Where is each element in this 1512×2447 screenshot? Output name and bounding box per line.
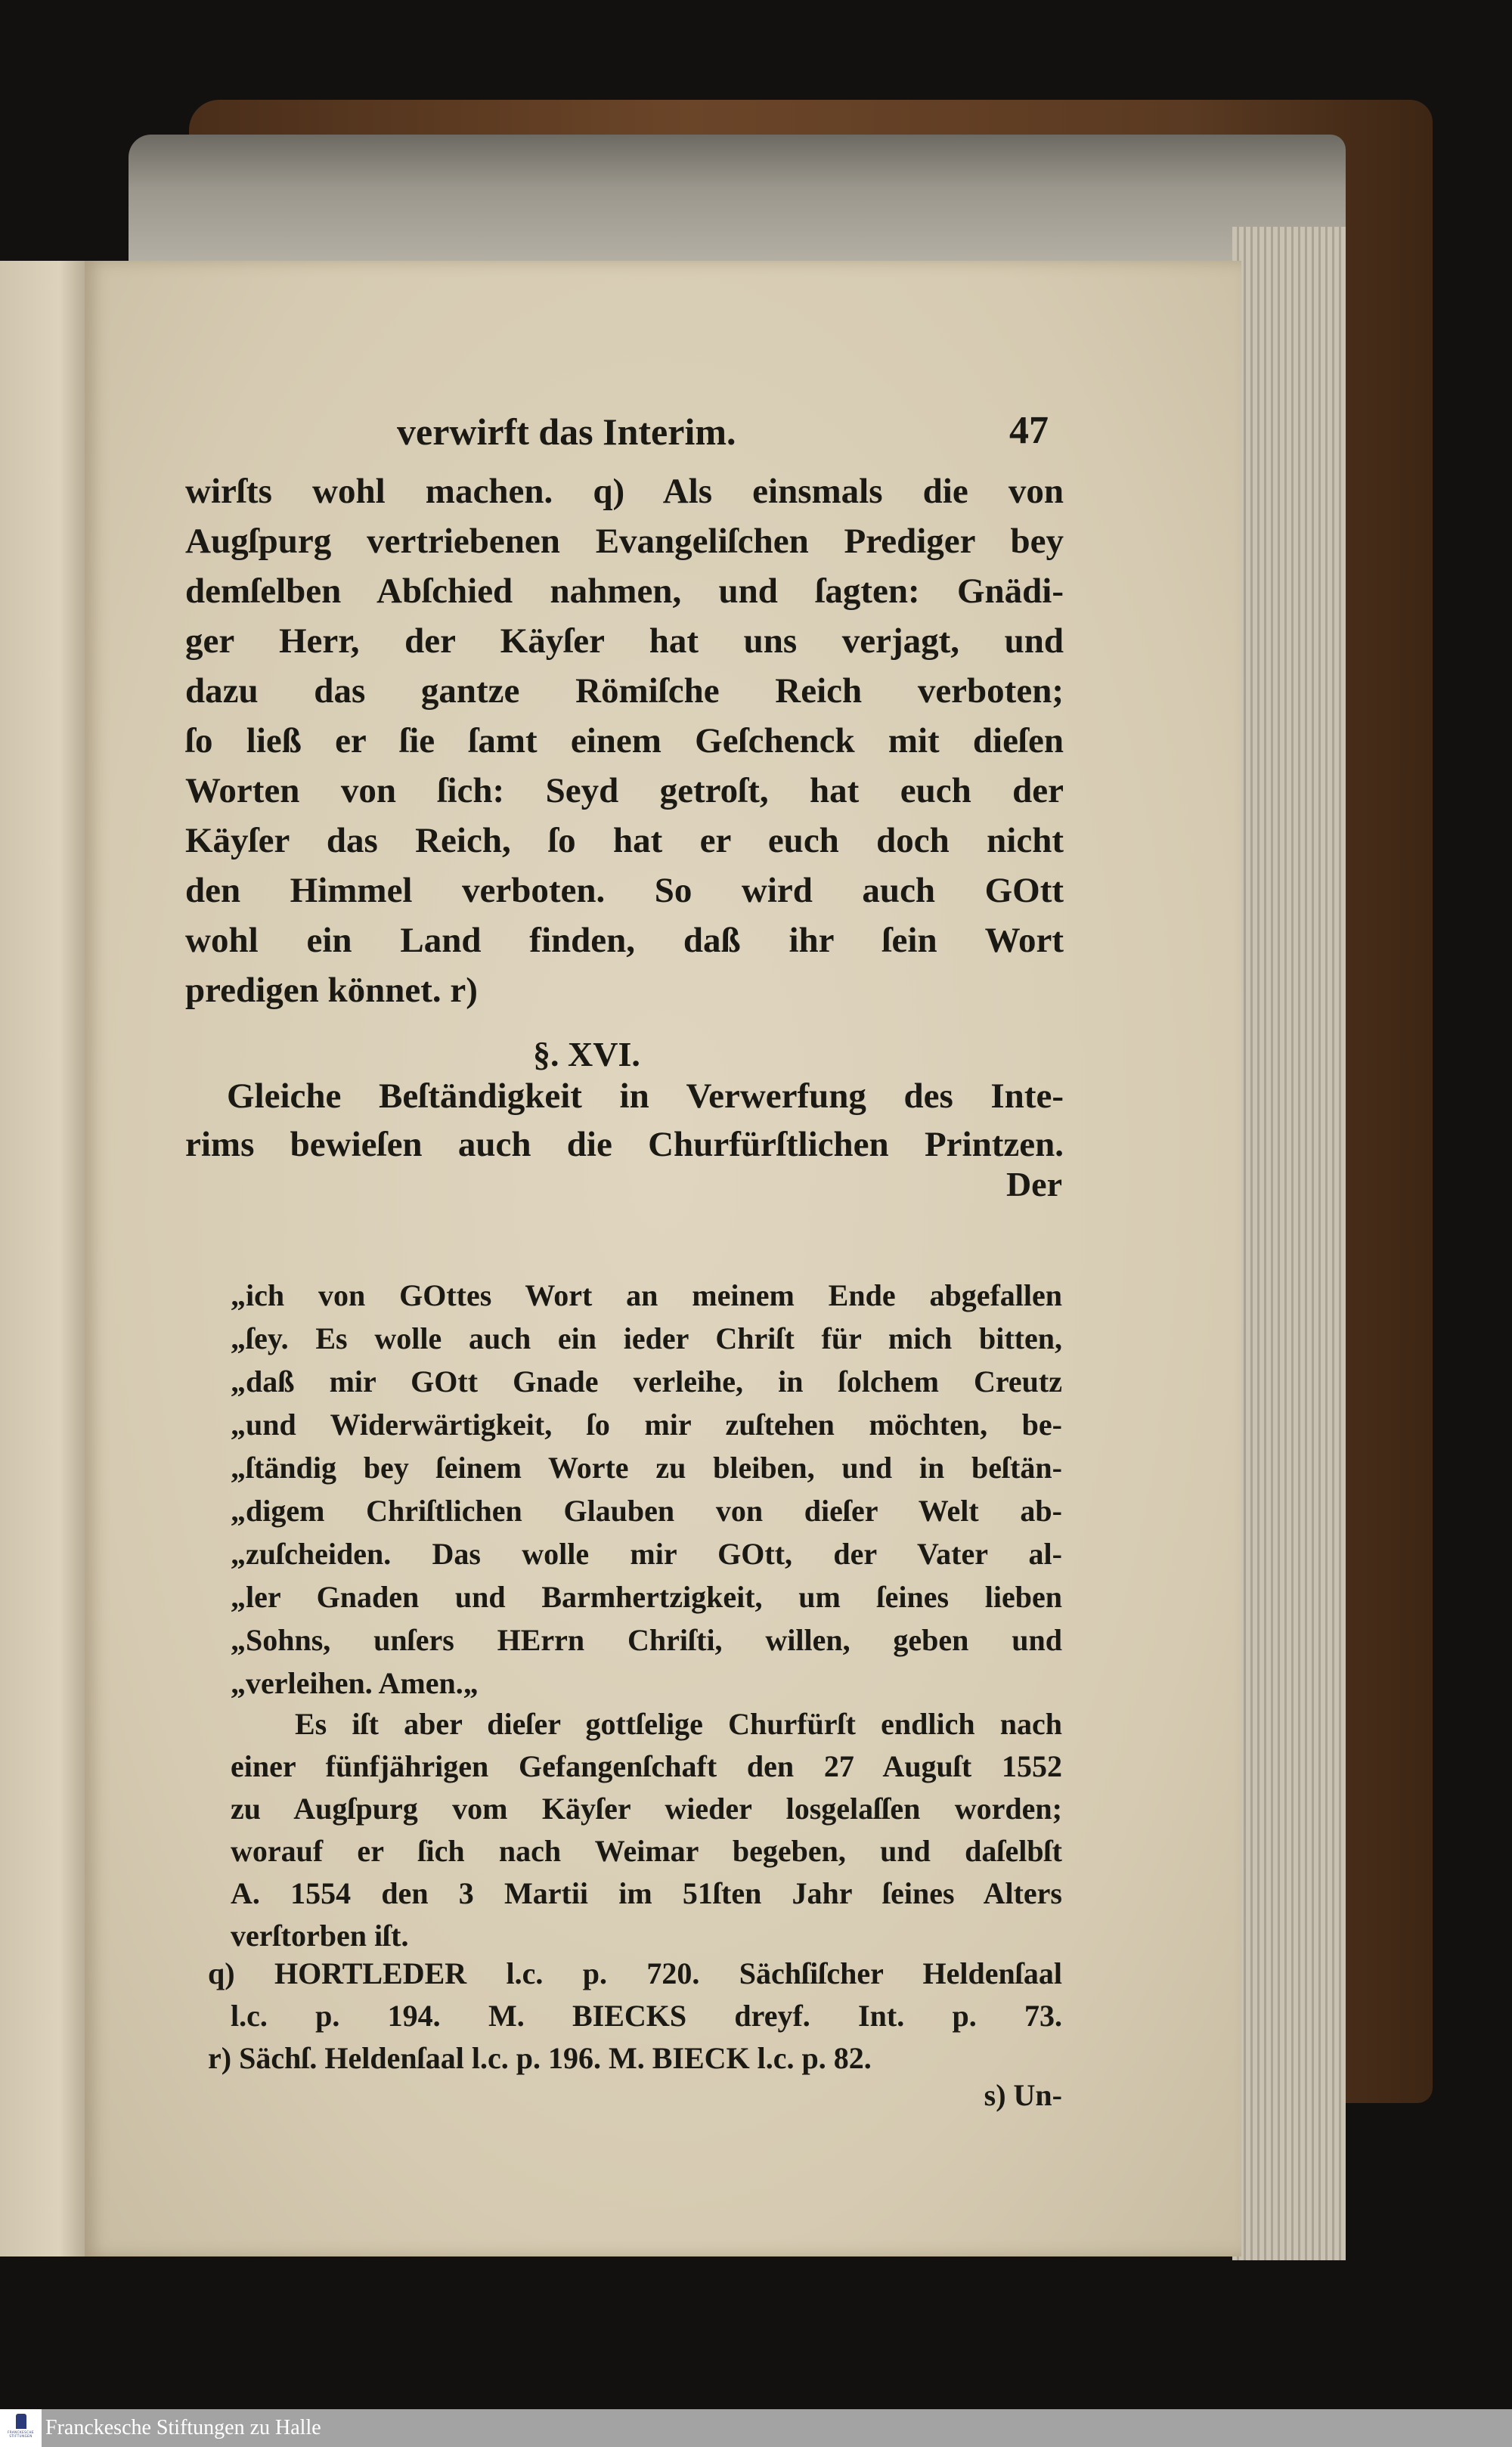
paragraph-line: Es iſt aber dieſer gottſelige Churfürſt endlich nach bbox=[295, 1707, 1062, 1741]
body-line: wohl ein Land finden, daß ihr ſein Wort bbox=[185, 921, 1064, 960]
section-number: §. XVI. bbox=[533, 1035, 640, 1073]
paragraph-line: worauf er ſich nach Weimar begeben, und daſelbſt bbox=[231, 1834, 1062, 1868]
quote-line: „verleihen. Amen.„ bbox=[231, 1666, 479, 1700]
section-summary-line: rims bewieſen auch die Churfürſtlichen Printzen. bbox=[185, 1125, 1064, 1164]
running-title: verwirft das Interim. bbox=[397, 410, 736, 453]
quote-line: „digem Chriſtlichen Glauben von dieſer Welt ab- bbox=[231, 1494, 1062, 1528]
page-number: 47 bbox=[1009, 409, 1049, 452]
body-line: ſo ließ er ſie ſamt einem Geſchenck mit dieſen bbox=[185, 721, 1064, 760]
quote-line: „und Widerwärtigkeit, ſo mir zuſtehen möchten, be- bbox=[231, 1408, 1062, 1442]
body-line: predigen könnet. r) bbox=[185, 971, 478, 1010]
page-block-top-edge bbox=[129, 135, 1346, 271]
quote-line: „ſey. Es wolle auch ein ieder Chriſt für mich bitten, bbox=[231, 1321, 1062, 1355]
body-line: den Himmel verboten. So wird auch GOtt bbox=[185, 871, 1064, 910]
section-summary-line: Gleiche Beſtändigkeit in Verwerfung des Inte- bbox=[227, 1076, 1064, 1116]
body-line: wirſts wohl machen. q) Als einsmals die von bbox=[185, 472, 1064, 511]
paragraph-line: verſtorben iſt. bbox=[231, 1919, 409, 1953]
left-page-edge bbox=[0, 261, 85, 2257]
body-line: Worten von ſich: Seyd getroſt, hat euch der bbox=[185, 771, 1064, 810]
page-block-fore-edge bbox=[1232, 227, 1346, 2260]
institution-logo bbox=[0, 2409, 42, 2447]
body-line: dazu das gantze Römiſche Reich verboten; bbox=[185, 671, 1064, 711]
footnote-line: r) Sächſ. Heldenſaal l.c. p. 196. M. BIECK l.c. p. 82. bbox=[208, 2041, 872, 2075]
quote-line: „zuſcheiden. Das wolle mir GOtt, der Vater al- bbox=[231, 1537, 1062, 1571]
quote-line: „ich von GOttes Wort an meinem Ende abgefallen bbox=[231, 1278, 1062, 1312]
quote-line: „daß mir GOtt Gnade verleihe, in ſolchem Creutz bbox=[231, 1364, 1062, 1399]
logo-text: FRANCKESCHE STIFTUNGEN bbox=[8, 2430, 34, 2438]
catchword: Der bbox=[1005, 1165, 1062, 1203]
quote-line: „Sohns, unſers HErrn Chriſti, willen, geben und bbox=[231, 1623, 1062, 1657]
footer-label: Franckesche Stiftungen zu Halle bbox=[45, 2416, 321, 2439]
body-line: Käyſer das Reich, ſo hat er euch doch nicht bbox=[185, 821, 1064, 860]
quote-line: „ſtändig bey ſeinem Worte zu bleiben, und in beſtän- bbox=[231, 1451, 1062, 1485]
paragraph-line: zu Augſpurg vom Käyſer wieder losgelaſſen worden; bbox=[231, 1792, 1062, 1826]
logo-icon bbox=[16, 2414, 26, 2429]
paragraph-line: A. 1554 den 3 Martii im 51ſten Jahr ſeines Alters bbox=[231, 1876, 1062, 1910]
footnote-line: l.c. p. 194. M. BIECKS dreyf. Int. p. 73. bbox=[231, 1999, 1062, 2033]
footnote-line: q) HORTLEDER l.c. p. 720. Sächſiſcher Heldenſaal bbox=[208, 1956, 1062, 1990]
paragraph-line: einer fünfjährigen Gefangenſchaft den 27 Auguſt 1552 bbox=[231, 1749, 1062, 1783]
body-line: demſelben Abſchied nahmen, und ſagten: Gnädi- bbox=[185, 571, 1064, 611]
body-line: ger Herr, der Käyſer hat uns verjagt, und bbox=[185, 621, 1064, 661]
footnote-catchword: s) Un- bbox=[984, 2078, 1062, 2112]
body-line: Augſpurg vertriebenen Evangeliſchen Prediger bey bbox=[185, 522, 1064, 561]
quote-line: „ler Gnaden und Barmhertzigkeit, um ſeines lieben bbox=[231, 1580, 1062, 1614]
